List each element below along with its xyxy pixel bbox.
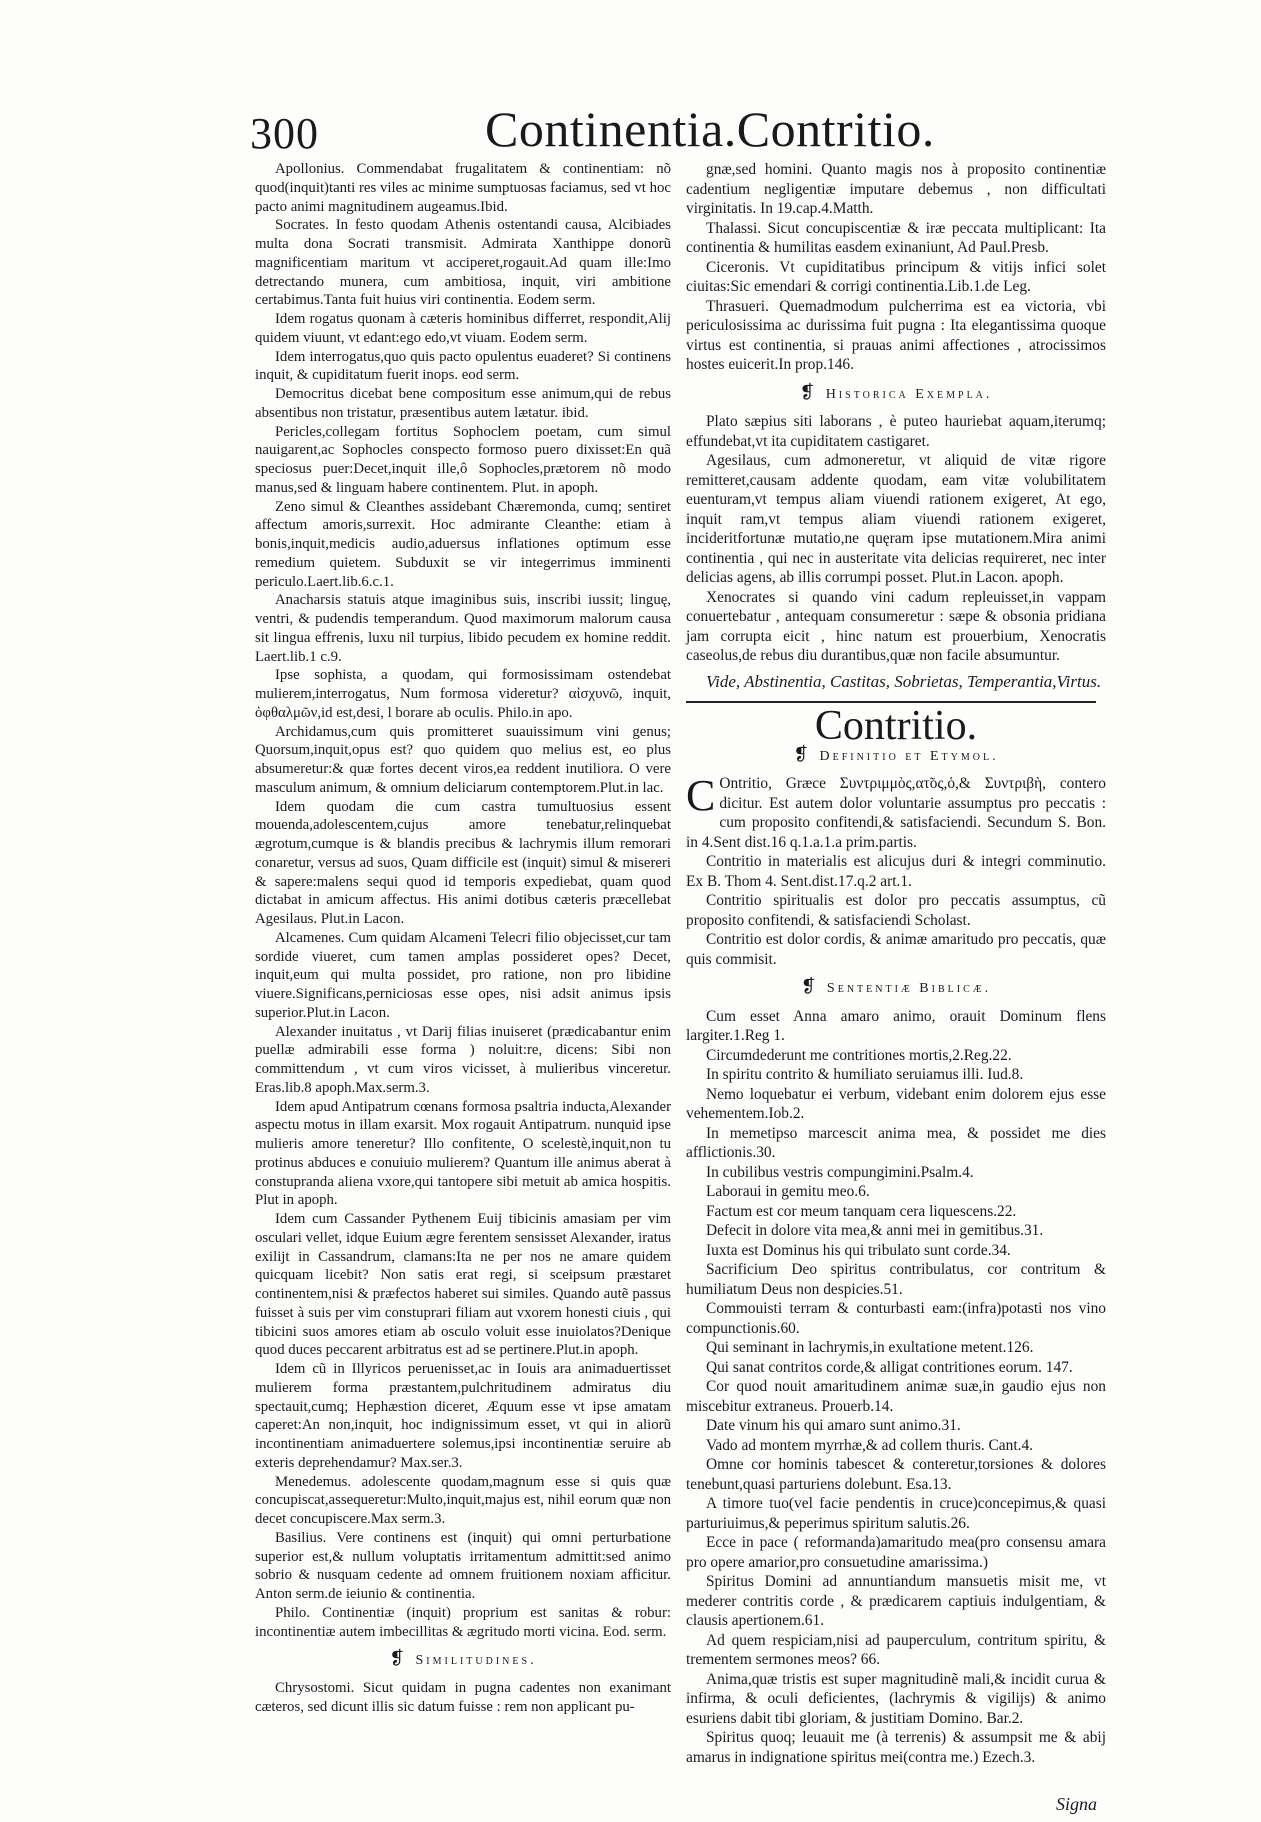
paragraph: Idem cum Cassander Pythenem Euij tibicinis amasiam per vim osculari vellet, idque Euium ægre ferentem sensisset Alexander, iratus exilijt in Cassandrum, clamans:Ita ne per nos ne amare quidem quicquam licebit? Non satis erat regi, si sceipsum præstaret continentem,nisi & præfectos haberet sui similes. Quando autẽ passus fuisset à suis per vim constuprari filiam aut vxorem honesti ciuis , qui tibicini suos amores etiam ab osculo voluit esse inuiolatos?Denique quod duces peccarent arbitratus est ad se pertinere.Plut.in apoph.	[255, 1211, 671, 1359]
paragraph: Idem cũ in Illyricos peruenisset,ac in Iouis ara animaduertisset mulierem forma præstantem,pulchritudinem admiratus diu spectauit,cumq; Hephæstion diceret, Æquum esse vt ipse amatam caperet:An non,inquit, hoc indignissimum esset, vt qui in aliorũ incontinentiam animaduertere solemus,ipsi incontinentiæ seruire ab exteris deprehendamur? Max.ser.3.	[255, 1361, 671, 1471]
paragraph: In cubilibus vestris compungimini.Psalm.4.	[706, 1163, 974, 1181]
running-title: Continentia.Contritio.	[485, 101, 935, 157]
definitio-heading: ❡ Definitio et Etymol.	[793, 743, 999, 764]
paragraph: Philo. Continentiæ (inquit) proprium est sanitas & robur: incontinentiæ autem imbecillitas & ægritudo morti vicina. Eod. serm.	[255, 1604, 671, 1640]
paragraph: Apollonius. Commendabat frugalitatem & continentiam: nõ quod(inquit)tanti res viles ac minime sumptuosas faciamus, sed vt hoc pacto animi magnitudinem augeamus.Ibid.	[255, 161, 671, 215]
left-column	[255, 160, 671, 1717]
paragraph: Sacrificium Deo spiritus contribulatus, cor contritum & humiliatum Deus non despicies.51.	[686, 1261, 1106, 1298]
page-number: 300	[250, 109, 319, 158]
paragraph: Anima,quæ tristis est super magnitudinẽ mali,& incidit curua & infirma, & oculi deficientes, (lachrymis & vigilijs) & animo esuriens dabit tibi gloriam, & justitiam Domino. Bar.2.	[686, 1670, 1106, 1727]
paragraph: Zeno simul & Cleanthes assidebant Chæremonda, cumq; sentiret affectum amoris,surrexit. Hoc admirante Cleanthe: etiam à bonis,inquit,medicis audio,aduersus inflationes optimum esse remedium quietem. Subduxit se vir integerrimus imminenti periculo.Laert.lib.6.c.1.	[255, 498, 671, 590]
section-mark-icon: ❡	[793, 743, 812, 764]
paragraph: Spiritus quoq; leuauit me (à terrenis) & assumpsit me & abij amarus in indignatione spiritus mei(contra me.) Ezech.3.	[686, 1729, 1106, 1766]
paragraph: Ecce in pace ( reformanda)amaritudo mea(pro consensu amara pro opere amarior,pro consuetudine amarissima.)	[686, 1534, 1106, 1571]
paragraph: Thrasueri. Quemadmodum pulcherrima est ea victoria, vbi periculosissima ac durissima fuit pugna : Ita elegantissima quoque virtus est continentia, si prauas animi affectiones , atrocissimos hostes euicerit.In prop.146.	[686, 297, 1106, 373]
left-paragraphs	[255, 160, 671, 1641]
sententiae-heading: ❡ Sententiæ Biblicæ.	[800, 976, 992, 996]
similitudines-heading: ❡ Similitudines.	[389, 1648, 537, 1669]
definition-paragraph: Contritio spiritualis est dolor pro peccatis assumptus, cũ proposito confitendi, & satisfaciendi Scholast.	[686, 892, 1106, 929]
paragraph: Qui sanat contritos corde,& alligat contritiones eorum. 147.	[706, 1358, 1073, 1376]
drop-cap: C	[686, 771, 716, 820]
paragraph: Qui seminant in lachrymis,in exultatione metent.126.	[706, 1339, 1034, 1356]
paragraph: Cor quod nouit amaritudinem animæ suæ,in gaudio ejus non miscebitur extraneus. Prouerb.14.	[686, 1378, 1106, 1415]
paragraph: Pericles,collegam fortitus Sophoclem poetam, cum simul nauigarent,ac Sophocles conspecto formoso puero dixisset:En quã speciosus puer:Decet,inquit ille,ô Sophocles,prætorem nõ modo manus,sed & linguam habere continentem. Plut. in apoph.	[255, 423, 671, 496]
paragraph: A timore tuo(vel facie pendentis in cruce)concepimus,& quasi parturiuimus,& peperimus spiritum salutis.26.	[686, 1495, 1106, 1532]
paragraph: Socrates. In festo quodam Athenis ostentandi causa, Alcibiades multa dona Socrati transmisit. Admirata Xanthippe donorũ magnificentiam maritum vt acciperet,rogauit.Ad quam ille:Imo detrectando munera, cum ambitiosa, inquit, viri ambitione certabimus.Tanta fuit huius viri continentia. Eodem serm.	[255, 217, 671, 309]
paragraph: gnæ,sed homini. Quanto magis nos à proposito continentiæ cadentium negligentiæ imputare debemus , non difficultati virginitatis. In 19.cap.4.Matth.	[686, 161, 1106, 217]
paragraph: Ipse sophista, a quodam, qui formosissimam ostendebat mulierem,interrogatus, Num formosa videretur? αἰσχυνῶ, inquit, ὀφθαλμῶν,id est,desi, l borare ab oculis. Philo.in apo.	[255, 667, 671, 721]
paragraph: Vado ad montem myrrhæ,& ad collem thuris. Cant.4.	[706, 1436, 1033, 1454]
paragraph: Menedemus. adolescente quodam,magnum esse si quis quæ concupiscat,assequeretur:Multo,inquit,majus est, nihil eorum quæ non decet concupiscere.Max serm.3.	[255, 1473, 671, 1527]
paragraph: Omne cor hominis tabescet & conteretur,torsiones & dolores tenebunt,quasi parturiens dolebunt. Esa.13.	[686, 1456, 1106, 1493]
paragraph: Cum esset Anna amaro animo, orauit Dominum flens largiter.1.Reg 1.	[686, 1007, 1106, 1044]
paragraph: Ciceronis. Vt cupiditatibus principum & vitijs infici solet ciuitas:Sic emendari & corrigi continentia.Lib.1.de Leg.	[686, 258, 1106, 295]
sententiae-list	[686, 1007, 1106, 1768]
section-mark-icon: ❡	[389, 1648, 408, 1669]
right-column	[686, 160, 1106, 1767]
definition-text: Ontritio, Græce Συντριμμὸς,ατ̃ος,ὁ,& Συντριβὴ, contero dicitur. Est autem dolor voluntarie assumptus pro peccatis : cum proposito confitendi,& satisfaciendi. Secundum S. Bon. in 4.Sent dist.16 q.1.a.1.a prim.partis.	[686, 775, 1106, 851]
paragraph: Archidamus,cum quis promitteret suauissimum vini genus; Quorsum,inquit,opus est? quo quidem quo melius est, eo plus absumeretur:& quæ fortes decent viros,ea reddent inutiliora. O vere masculum animum, & omnium deliciarum contemptorem.Plut.in lac.	[255, 723, 671, 796]
catchword: Signa	[1056, 1794, 1098, 1814]
paragraph: Idem apud Antipatrum cœnans formosa psaltria inducta,Alexander aspectu motus in illam exarsit. Mox rogauit Antipatrum. nunquid ipse mulieris amore teneretur? Illo confitente, O scelestè,inquit,non tu protinus abduces e conuiuio mulierem? Quantum ille animus aberat à constupranda aliena vxore,qui tantopere sibi metuit ab amica hospitis. Plut in apoph.	[255, 1098, 671, 1209]
definition-paragraph: Contritio est dolor cordis, & animæ amaritudo pro peccatis, quæ quis commisit.	[686, 931, 1106, 968]
right-intro-paragraphs	[686, 160, 1106, 375]
paragraph: Commouisti terram & conturbasti eam:(infra)potasti nos vino compunctionis.60.	[686, 1300, 1106, 1337]
paragraph: Laboraui in gemitu meo.6.	[706, 1183, 870, 1200]
paragraph: Alexander inuitatus , vt Darij filias inuiseret (prædicabantur enim puellæ admirabili esse forma ) noluit:re, dicens: Sibi non committendum , vt cum viros vicisset, à mulieribus vinceretur. Eras.lib.8 apoph.Max.serm.3.	[255, 1023, 671, 1096]
entry-title: Contritio.	[814, 703, 978, 749]
paragraph: Idem interrogatus,quo quis pacto opulentus euaderet? Si continens inquit, & cupiditatum fuerit inops. eod serm.	[255, 348, 671, 384]
paragraph: Alcamenes. Cum quidam Alcameni Telecri filio objecisset,cur tam sordide viueret, cum tamen amplas possideret opes? Decet, inquit,eum qui multa possidet, pro ratione, non pro libidine viuere.Significans,perniciosas esse opes, nisi adsit animus ipsis superior.Plut.in Lacon.	[255, 929, 671, 1021]
paragraph: Democritus dicebat bene compositum esse animum,qui de rebus absentibus non tristatur, præsentibus autem lætatur. ibid.	[255, 386, 671, 421]
definition-paragraph	[686, 771, 1106, 852]
paragraph: In memetipso marcescit anima mea, & possidet me dies afflictionis.30.	[686, 1124, 1106, 1161]
paragraph: Iuxta est Dominus his qui tribulato sunt corde.34.	[706, 1241, 1011, 1259]
historica-paragraphs	[686, 412, 1106, 666]
paragraph: Factum est cor meum tanquam cera liquescens.22.	[706, 1202, 1017, 1220]
historica-heading: ❡ Historica Exempla.	[799, 381, 993, 402]
paragraph: Spiritus Domini ad annuntiandum mansuetis misit me, vt mederer contritis corde , & prædicarem captiuis indulgentiam, & clausis apertionem.61.	[686, 1573, 1106, 1629]
paragraph: Basilius. Vere continens est (inquit) qui omni perturbatione superior est,& nullum voluptatis irritamentum admittit:sed animo sobrio & nusquam cedente ad omnem fruitionem noxiam afficitur. Anton serm.de ieiunio & continentia.	[255, 1529, 671, 1602]
section-mark-icon: ❡	[800, 976, 819, 996]
similitudines-text: Chrysostomi. Sicut quidam in pugna cadentes non exanimant cæteros, sed dicunt illis sic datum fuisse : rem non applicant pu-	[255, 1680, 671, 1715]
section-mark-icon: ❡	[799, 381, 818, 402]
cross-reference: Vide, Abstinentia, Castitas, Sobrietas, Temperantia,Virtus.	[706, 671, 1102, 691]
definition-paragraph: Contritio in materialis est alicujus duri & integri comminutio. Ex B. Thom 4. Sent.dist.17.q.2 art.1.	[686, 853, 1106, 890]
paragraph: Xenocrates si quando vini cadum repleuisset,in vappam conuertebatur , antequam consumeretur : sæpe & obsonia pridiana jam corrupta eicit , hinc natum est prouerbium, Xenocratis caseolus,de rebus diu durantibus,quæ non facile absumuntur.	[686, 588, 1106, 664]
definitio-paragraphs	[686, 771, 1106, 969]
paragraph: Circumdederunt me contritiones mortis,2.Reg.22.	[706, 1046, 1012, 1064]
paragraph: Agesilaus, cum admoneretur, vt aliquid de vitæ rigore remitteret,causam addente quodam, eam vitæ volubilitatem euenturam,vt tempus aliam viuendi rationem exigeret, At ego, inquit ram,vt tempus aliam viuendi rationem exigeret, incideritfortunæ mutatio,ne quęram ipse mutationem.Mira animi continentia , qui nec in austeritate vita delicias requireret, nec inter delicias agens, ab illis corrumpi posset. Plut.in Lacon. apoph.	[686, 452, 1106, 586]
paragraph: Idem rogatus quonam à cæteris hominibus differret, respondit,Alij quidem viuunt, vt edant:ego edo,vt viuam. Eodem serm.	[255, 311, 671, 346]
paragraph: Nemo loquebatur ei verbum, videbant enim dolorem ejus esse vehementem.Iob.2.	[686, 1085, 1106, 1122]
paragraph: Anacharsis statuis atque imaginibus suis, inscribi iussit; linguę, ventri, & pudendis temperandum. Quod maximorum malorum causa sit lingua effrenis, luxu nil turpius, libido pecudem ex homine reddit. Laert.lib.1 c.9.	[255, 592, 671, 665]
paragraph: Thalassi. Sicut concupiscentiæ & iræ peccata multiplicant: Ita continentia & humilitas easdem exinaniunt, Ad Paul.Presb.	[686, 219, 1106, 256]
paragraph: Plato sæpius siti laborans , è puteo hauriebat aquam,iterumq; effundebat,vt ita cupiditatem castigaret.	[686, 413, 1106, 450]
paragraph: Defecit in dolore vita mea,& anni mei in gemitibus.31.	[706, 1222, 1044, 1239]
paragraph: In spiritu contrito & humiliato seruiamus illi. Iud.8.	[706, 1066, 1024, 1083]
paragraph: Idem quodam die cum castra tumultuosius essent mouenda,adolescentem,cujus amore tenebatur,relinquebat ægrotum,cumque is & blandis precibus & lachrymis illum remorari conaretur, versus ad suos, Quam difficile est (inquit) simul & misereri & sapere:malens sequi quod id temporis expediebat, quam quod dictabat in amicum affectus. His animi dotibus cæteris præcellebat Agesilaus. Plut.in Lacon.	[255, 798, 671, 927]
paragraph: Date vinum his qui amaro sunt animo.31.	[706, 1417, 961, 1434]
paragraph: Ad quem respiciam,nisi ad pauperculum, contritum spiritu, & trementem sermones meos? 66.	[686, 1631, 1106, 1668]
